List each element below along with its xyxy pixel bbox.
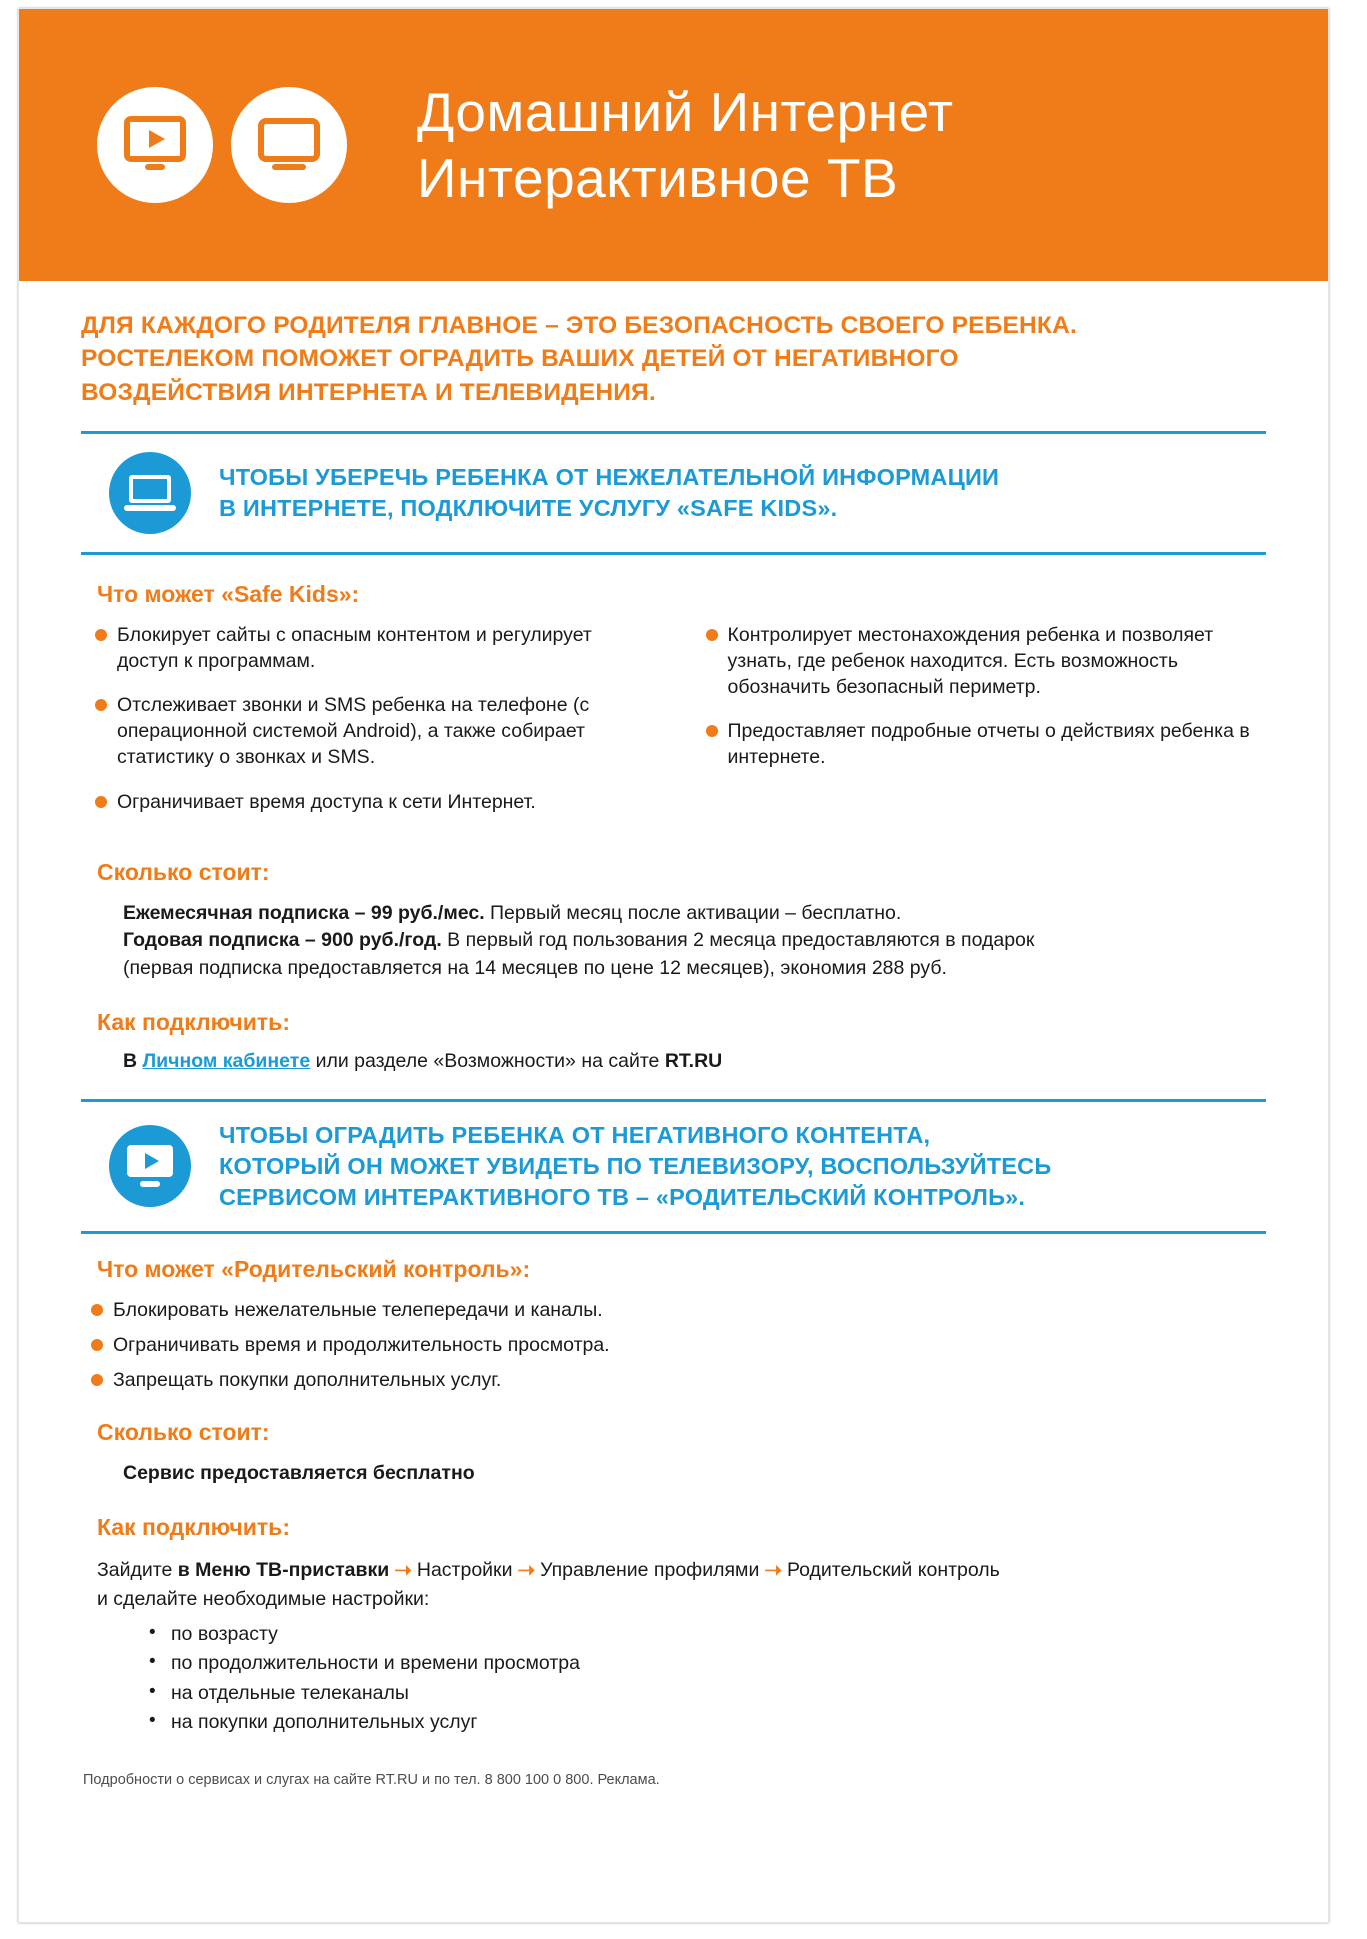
list-item: Отслеживает звонки и SMS ребенка на телефоне (с операционной системой Android), а также собирает статистику о звонках и SMS.: [81, 692, 656, 770]
personal-account-link[interactable]: Личном кабинете: [142, 1049, 311, 1072]
section1-price-title: Сколько стоит:: [97, 858, 270, 885]
list-item: • по продолжительности и времени просмотра: [149, 1649, 1266, 1679]
list-item: Запрещать покупки дополнительных услуг.: [81, 1367, 1266, 1393]
section2-banner: [81, 1102, 1266, 1231]
howto-step-3: Родительский контроль: [786, 1558, 1000, 1581]
section2-price-block: [123, 1460, 1266, 1488]
tv-play-band-icon: [109, 1125, 191, 1207]
intro-line-2: РОСТЕЛЕКОМ ПОМОЖЕТ ОГРАДИТЬ ВАШИХ ДЕТЕЙ ОТ НЕГАТИВНОГО: [81, 345, 959, 373]
list-item: • на отдельные телеканалы: [149, 1679, 1266, 1709]
howto-menu-bold: в Меню ТВ-приставки: [177, 1558, 390, 1581]
divider-bottom-section1: [81, 552, 1266, 555]
list-item: Блокирует сайты с опасным контентом и регулирует доступ к программам.: [81, 622, 656, 674]
page-title-line2: Интерактивное ТВ: [417, 147, 899, 209]
page-title-line1: Домашний Интернет: [417, 81, 954, 143]
feature-list-left: [81, 622, 656, 815]
howto-step-2: Управление профилями: [540, 1558, 760, 1581]
price-monthly-note: Первый месяц после активации – бесплатно.: [484, 901, 902, 924]
list-item: Контролирует местонахождения ребенка и позволяет узнать, где ребенок находится. Есть возможность обозначить безопасный периметр.: [692, 622, 1267, 700]
section2-connect-title: Как подключить:: [97, 1513, 290, 1540]
section1-features-columns: [81, 622, 1266, 833]
howto-tail: и сделайте необходимые настройки:: [97, 1588, 430, 1611]
poster-page: [18, 8, 1329, 1923]
section1-connect-block: [123, 1050, 1266, 1073]
list-item: Ограничивает время доступа к сети Интернет.: [81, 789, 656, 815]
footer-disclaimer: Подробности о сервисах и слугах на сайте RT.RU и по тел. 8 800 100 0 800. Реклама.: [83, 1772, 660, 1789]
header-icon-group: [97, 87, 347, 203]
section2-howto: [97, 1555, 1266, 1738]
arrow-right-icon: ➝: [764, 1558, 782, 1582]
list-item: Блокировать нежелательные телепередачи и каналы.: [81, 1297, 1266, 1323]
price-line-3: (первая подписка предоставляется на 14 месяцев по цене 12 месяцев), экономия 288 руб.: [123, 957, 947, 980]
price-line-2: [123, 927, 1266, 955]
section1-price-block: [123, 900, 1266, 983]
section2-banner-line2: КОТОРЫЙ ОН МОЖЕТ УВИДЕТЬ ПО ТЕЛЕВИЗОРУ, ВОСПОЛЬЗУЙТЕСЬ: [219, 1152, 1052, 1179]
list-item: • по возрасту: [149, 1620, 1266, 1650]
price-line-1: [123, 900, 1266, 928]
section1-banner-line2: В ИНТЕРНЕТЕ, ПОДКЛЮЧИТЕ УСЛУГУ «SAFE KIDS».: [219, 494, 838, 521]
section1-features-right: [692, 622, 1267, 833]
intro-text: [81, 309, 1266, 409]
section2-banner-line3: СЕРВИСОМ ИНТЕРАКТИВНОГО ТВ – «РОДИТЕЛЬСКИЙ КОНТРОЛЬ».: [219, 1183, 1026, 1210]
page-title: [417, 79, 954, 211]
arrow-right-icon: ➝: [517, 1558, 536, 1582]
section1-banner: [81, 434, 1266, 552]
divider-bottom-section2: [81, 1231, 1266, 1234]
settings-list: [97, 1620, 1266, 1739]
section2-banner-text: [219, 1120, 1051, 1213]
intro-line-3: ВОЗДЕЙСТВИЯ ИНТЕРНЕТА И ТЕЛЕВИДЕНИЯ.: [81, 378, 656, 406]
intro-line-1: ДЛЯ КАЖДОГО РОДИТЕЛЯ ГЛАВНОЕ – ЭТО БЕЗОПАСНОСТЬ СВОЕГО РЕБЕНКА.: [81, 312, 1077, 339]
page-body: [19, 281, 1328, 1788]
tv-play-icon: [97, 87, 213, 203]
price-yearly-label: Годовая подписка – 900 руб./год.: [123, 929, 442, 952]
monitor-icon: [231, 87, 347, 203]
howto-prefix: Зайдите: [97, 1558, 178, 1581]
price-monthly-label: Ежемесячная подписка – 99 руб./мес.: [123, 901, 485, 924]
section2-banner-line1: ЧТОБЫ ОГРАДИТЬ РЕБЕНКА ОТ НЕГАТИВНОГО КОНТЕНТА,: [219, 1121, 931, 1148]
section2-features-title: Что может «Родительский контроль»:: [97, 1255, 531, 1282]
list-item: Ограничивать время и продолжительность просмотра.: [81, 1332, 1266, 1358]
arrow-right-icon: ➝: [394, 1558, 412, 1582]
laptop-icon: [109, 452, 191, 534]
connect-prefix: В: [123, 1049, 143, 1072]
section2-feature-list: [81, 1297, 1266, 1393]
connect-middle-text: или разделе «Возможности» на сайте: [310, 1049, 665, 1072]
howto-step-1: Настройки: [416, 1558, 513, 1581]
price-yearly-note: В первый год пользования 2 месяца предоставляются в подарок: [441, 929, 1035, 952]
header: [19, 9, 1328, 281]
section2-price-title: Сколько стоит:: [97, 1419, 270, 1446]
section1-features-left: [81, 622, 656, 833]
section1-connect-title: Как подключить:: [97, 1008, 290, 1035]
section1-banner-text: [219, 462, 999, 524]
section1-features-title: Что может «Safe Kids»:: [97, 580, 360, 607]
section2-price-text: Сервис предоставляется бесплатно: [123, 1462, 475, 1485]
connect-site-label: RT.RU: [664, 1049, 723, 1072]
list-item: Предоставляет подробные отчеты о действиях ребенка в интернете.: [692, 718, 1267, 770]
feature-list-right: [692, 622, 1267, 771]
list-item: • на покупки дополнительных услуг: [149, 1708, 1266, 1738]
section1-banner-line1: ЧТОБЫ УБЕРЕЧЬ РЕБЕНКА ОТ НЕЖЕЛАТЕЛЬНОЙ ИНФОРМАЦИИ: [219, 463, 1000, 490]
